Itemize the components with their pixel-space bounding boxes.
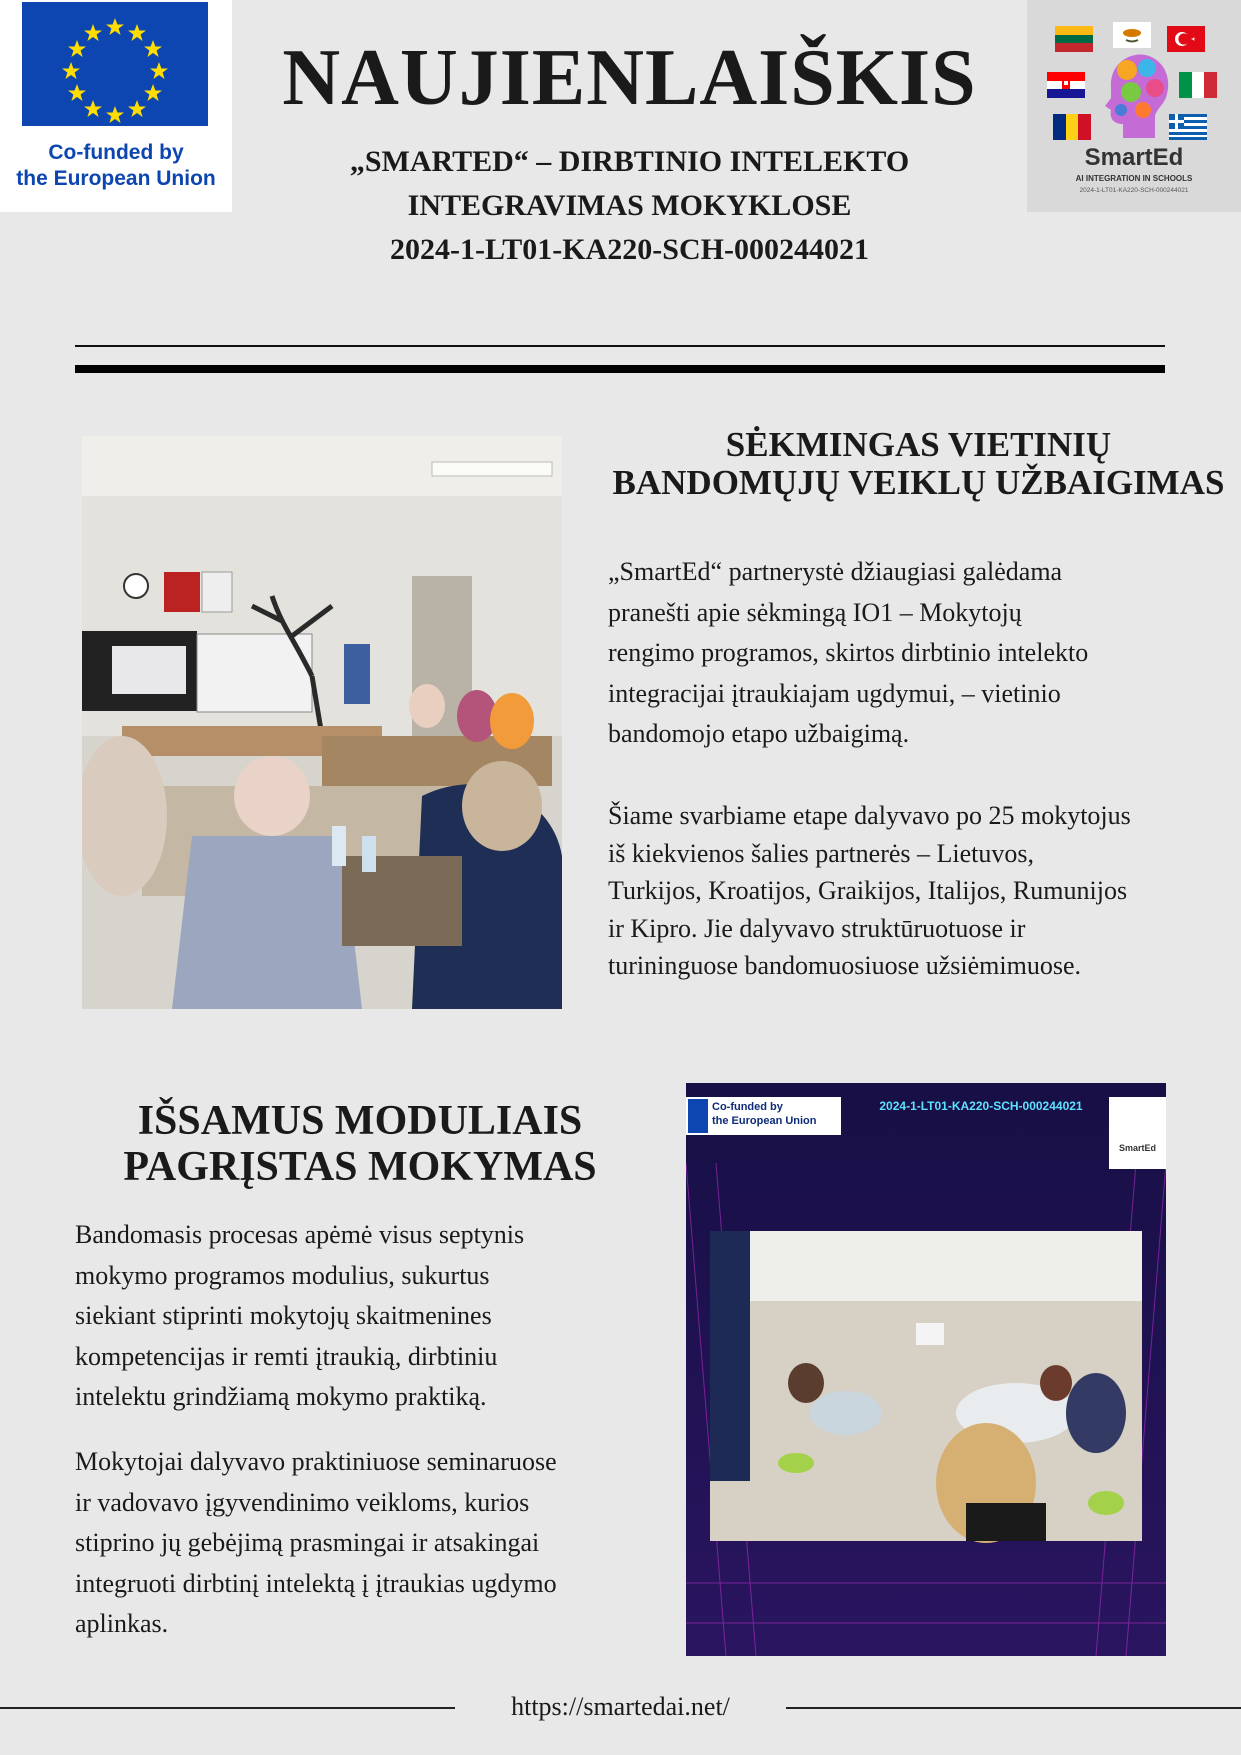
eu-text-line2: the European Union bbox=[16, 167, 216, 190]
paragraph-line: rengimo programos, skirtos dirbtinio intelekto bbox=[608, 638, 1089, 667]
subtitle-line1: „SMARTED“ – DIRBTINIO INTELEKTO bbox=[349, 145, 910, 178]
footer-divider-left bbox=[0, 1707, 455, 1709]
section2-heading-line2: PAGRĮSTAS MOKYMAS bbox=[123, 1144, 597, 1190]
newsletter-title: NAUJIENLAIŠKIS bbox=[282, 34, 977, 122]
paragraph-line: aplinkas. bbox=[75, 1609, 169, 1638]
eu-flag-icon bbox=[22, 2, 208, 126]
eu-cofunded-logo bbox=[0, 0, 232, 212]
paragraph-line: „SmartEd“ partnerystė džiaugiasi galėdama bbox=[608, 557, 1063, 586]
paragraph-line: Bandomasis procesas apėmė visus septynis bbox=[75, 1220, 525, 1249]
section1-heading-line1: SĖKMINGAS VIETINIŲ bbox=[725, 425, 1112, 464]
paragraph-line: Turkijos, Kroatijos, Graikijos, Italijos, Rumunijos bbox=[608, 876, 1128, 905]
croatia-flag-icon bbox=[1047, 72, 1085, 98]
paragraph-line: mokymo programos modulius, sukurtus bbox=[75, 1260, 490, 1290]
workshop-photo bbox=[686, 1083, 1166, 1656]
footer-divider-right bbox=[786, 1707, 1241, 1709]
paragraph-line: stiprino jų gebėjimą prasmingai ir atsakingai bbox=[75, 1528, 540, 1557]
footer-website-link[interactable]: https://smartedai.net/ bbox=[511, 1692, 730, 1721]
paragraph-line: iš kiekvienos šalies partnerės – Lietuvos, bbox=[608, 838, 1035, 868]
greece-flag-icon bbox=[1169, 114, 1207, 140]
paragraph-line: integruoti dirbtinį intelektą į įtraukias ugdymo bbox=[75, 1568, 557, 1598]
photo2-eu-line2: the European Union bbox=[712, 1115, 817, 1127]
photo2-smarted-name: SmartEd bbox=[1118, 1143, 1156, 1153]
paragraph-line: siekiant stiprinti mokytojų skaitmenines bbox=[75, 1301, 492, 1330]
italy-flag-icon bbox=[1179, 72, 1217, 98]
section1-paragraph1 bbox=[608, 552, 1188, 755]
section1-heading bbox=[596, 426, 1241, 502]
smarted-logo-name: SmartEd bbox=[1084, 144, 1184, 171]
romania-flag-icon bbox=[1053, 114, 1091, 140]
smarted-logo-code: 2024-1-LT01-KA220-SCH-000244021 bbox=[1079, 187, 1189, 194]
header-divider-thick bbox=[75, 365, 1165, 373]
project-code: 2024-1-LT01-KA220-SCH-000244021 bbox=[390, 233, 869, 266]
paragraph-line: ir vadovavo įgyvendinimo veikloms, kurios bbox=[75, 1487, 530, 1517]
section2-paragraph1 bbox=[75, 1215, 655, 1418]
subtitle-line2: INTEGRAVIMAS MOKYKLOSE bbox=[407, 189, 852, 222]
paragraph-line: integracijai įtraukiajam ugdymui, – vietinio bbox=[608, 678, 1061, 708]
header-divider-thin bbox=[75, 345, 1165, 347]
paragraph-line: turininguose bandomuosiuose užsiėmimuose. bbox=[608, 951, 1082, 980]
section2-paragraph2 bbox=[75, 1442, 655, 1645]
paragraph-line: pranešti apie sėkmingą IO1 – Mokytojų bbox=[608, 597, 1022, 627]
paragraph-line: bandomojo etapo užbaigimą. bbox=[608, 719, 910, 748]
smarted-logo-tagline: AI INTEGRATION IN SCHOOLS bbox=[1075, 174, 1193, 183]
section1-heading-line2: BANDOMŲJŲ VEIKLŲ UŽBAIGIMAS bbox=[612, 463, 1225, 502]
cyprus-flag-icon bbox=[1113, 22, 1151, 48]
section1-paragraph2 bbox=[608, 797, 1188, 985]
paragraph-line: Šiame svarbiame etape dalyvavo po 25 mokytojus bbox=[608, 801, 1131, 830]
photo2-eu-line1: Co-funded by bbox=[712, 1101, 783, 1113]
classroom-photo bbox=[82, 436, 562, 1009]
smarted-logo bbox=[1027, 0, 1241, 212]
paragraph-line: intelektu grindžiamą mokymo praktiką. bbox=[75, 1382, 487, 1411]
paragraph-line: ir Kipro. Jie dalyvavo struktūruotuose ir bbox=[608, 913, 1026, 943]
eu-text-line1: Co-funded by bbox=[48, 141, 184, 164]
paragraph-line: Mokytojai dalyvavo praktiniuose seminaruose bbox=[75, 1447, 557, 1476]
project-subtitle bbox=[232, 140, 1027, 272]
ai-head-icon bbox=[1097, 48, 1173, 145]
section2-heading bbox=[60, 1098, 660, 1190]
photo2-eu-label bbox=[712, 1100, 840, 1128]
paragraph-line: kompetencijas ir remti įtraukią, dirbtiniu bbox=[75, 1341, 498, 1371]
section2-heading-line1: IŠSAMUS MODULIAIS bbox=[137, 1098, 583, 1144]
eu-cofunded-text bbox=[0, 140, 232, 192]
photo2-project-code: 2024-1-LT01-KA220-SCH-000244021 bbox=[879, 1099, 1083, 1113]
lithuania-flag-icon bbox=[1055, 26, 1093, 52]
